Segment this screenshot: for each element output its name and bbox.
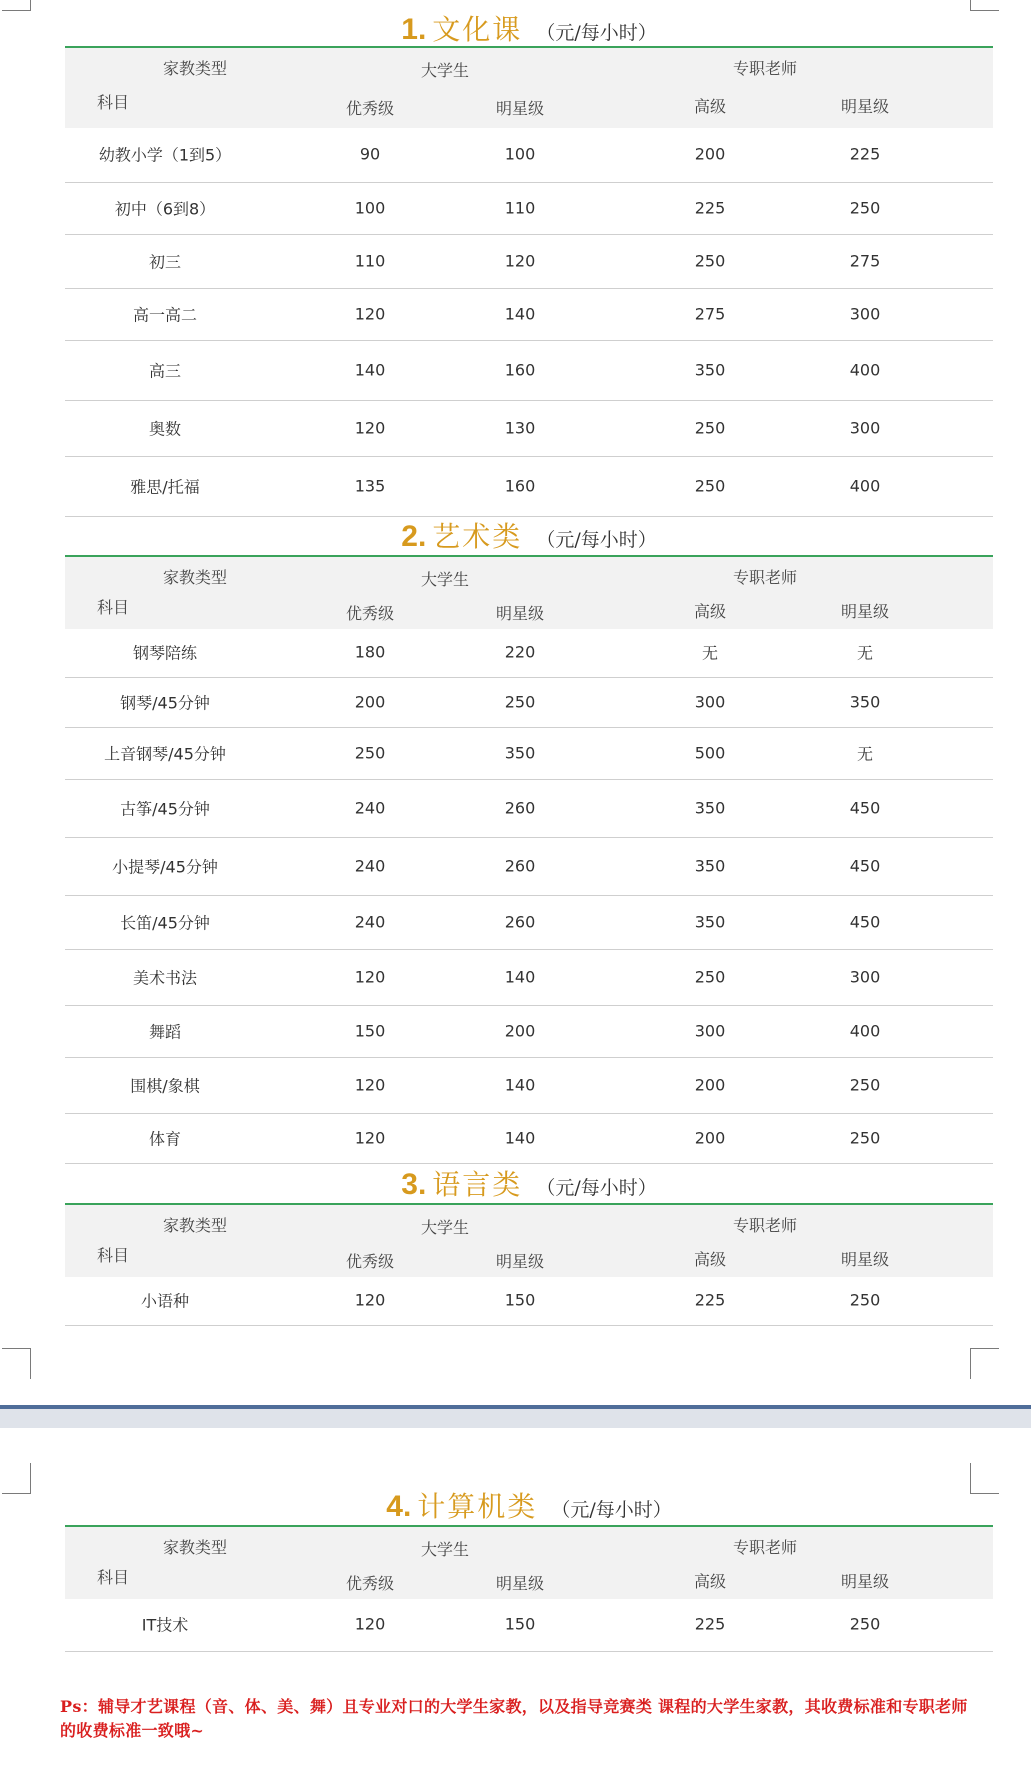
cell-price: 160 bbox=[504, 476, 536, 496]
cell-price: 200 bbox=[694, 1075, 726, 1095]
cell-price: 500 bbox=[694, 743, 726, 763]
header-senior: 高级 bbox=[693, 97, 727, 116]
table-header bbox=[65, 1525, 993, 1599]
cell-price: 110 bbox=[504, 198, 536, 218]
cell-price: 350 bbox=[694, 798, 726, 818]
header-star: 明星级 bbox=[495, 1574, 545, 1593]
table-row bbox=[65, 400, 993, 457]
section-unit: （元/每小时） bbox=[551, 1499, 672, 1521]
table-header bbox=[65, 1203, 993, 1277]
cell-price: 275 bbox=[849, 251, 881, 271]
cell-subject: 美术书法 bbox=[132, 968, 198, 988]
cell-price: 140 bbox=[504, 967, 536, 987]
header-excellent: 优秀级 bbox=[345, 604, 395, 623]
header-senior: 高级 bbox=[693, 602, 727, 621]
cell-price: 350 bbox=[694, 856, 726, 876]
cell-subject: 围棋/象棋 bbox=[130, 1076, 200, 1096]
table-row bbox=[65, 288, 993, 341]
cell-price: 100 bbox=[354, 198, 386, 218]
cell-price: 225 bbox=[694, 1614, 726, 1634]
cell-price: 350 bbox=[694, 360, 726, 380]
cell-price: 450 bbox=[849, 798, 881, 818]
cell-price: 250 bbox=[694, 967, 726, 987]
cell-price: 110 bbox=[354, 251, 386, 271]
cell-price: 120 bbox=[354, 1614, 386, 1634]
cell-price: 275 bbox=[694, 304, 726, 324]
cell-price: 120 bbox=[354, 304, 386, 324]
cell-price: 225 bbox=[849, 144, 881, 164]
table-row bbox=[65, 727, 993, 780]
header-star-pro: 明星级 bbox=[840, 97, 890, 116]
section-title bbox=[65, 515, 993, 555]
table-row bbox=[65, 627, 993, 678]
cell-price: 250 bbox=[694, 418, 726, 438]
cell-price: 220 bbox=[504, 642, 536, 662]
section-title bbox=[65, 1163, 993, 1203]
cell-price: 350 bbox=[849, 692, 881, 712]
section-title bbox=[65, 1485, 993, 1525]
cell-price: 400 bbox=[849, 1021, 881, 1041]
section-number: 3. bbox=[401, 1168, 427, 1201]
cell-price: 200 bbox=[504, 1021, 536, 1041]
table-row bbox=[65, 1005, 993, 1058]
header-college-student: 大学生 bbox=[420, 1218, 470, 1237]
cell-price: 200 bbox=[694, 144, 726, 164]
header-college-student: 大学生 bbox=[420, 61, 470, 80]
cell-price: 240 bbox=[354, 912, 386, 932]
cell-price: 无 bbox=[856, 744, 874, 764]
table-header bbox=[65, 46, 993, 128]
header-star-pro: 明星级 bbox=[840, 1572, 890, 1591]
header-tutor-type: 家教类型 bbox=[162, 568, 228, 587]
cell-price: 无 bbox=[856, 643, 874, 663]
cell-price: 300 bbox=[694, 1021, 726, 1041]
cell-price: 225 bbox=[694, 198, 726, 218]
header-tutor-type: 家教类型 bbox=[162, 59, 228, 78]
cell-price: 250 bbox=[849, 1290, 881, 1310]
cell-subject: 幼教小学（1到5） bbox=[98, 145, 232, 165]
cell-price: 130 bbox=[504, 418, 536, 438]
cell-subject: 舞蹈 bbox=[148, 1022, 182, 1042]
cell-price: 250 bbox=[849, 1128, 881, 1148]
crop-mark bbox=[2, 1348, 31, 1379]
table-row bbox=[65, 949, 993, 1006]
cell-price: 140 bbox=[354, 360, 386, 380]
header-star: 明星级 bbox=[495, 604, 545, 623]
cell-price: 140 bbox=[504, 1128, 536, 1148]
cell-price: 90 bbox=[359, 144, 381, 164]
section-name: 文化课 bbox=[432, 13, 523, 46]
section-name: 计算机类 bbox=[417, 1490, 538, 1523]
cell-price: 180 bbox=[354, 642, 386, 662]
table-row bbox=[65, 837, 993, 896]
table-row bbox=[65, 182, 993, 235]
cell-subject: 小语种 bbox=[140, 1291, 190, 1311]
crop-mark bbox=[2, 1463, 31, 1494]
header-college-student: 大学生 bbox=[420, 570, 470, 589]
header-star: 明星级 bbox=[495, 99, 545, 118]
cell-price: 200 bbox=[694, 1128, 726, 1148]
cell-price: 250 bbox=[849, 1075, 881, 1095]
cell-subject: 小提琴/45分钟 bbox=[112, 857, 218, 877]
cell-price: 250 bbox=[694, 251, 726, 271]
header-subject: 科目 bbox=[96, 93, 130, 112]
header-star-pro: 明星级 bbox=[840, 602, 890, 621]
header-star-pro: 明星级 bbox=[840, 1250, 890, 1269]
table-row bbox=[65, 456, 993, 517]
section-number: 2. bbox=[401, 520, 427, 553]
header-excellent: 优秀级 bbox=[345, 1252, 395, 1271]
cell-price: 260 bbox=[504, 912, 536, 932]
header-excellent: 优秀级 bbox=[345, 99, 395, 118]
table-row bbox=[65, 1597, 993, 1652]
section-number: 1. bbox=[401, 13, 427, 46]
footnote-note: Ps：辅导才艺课程（音、体、美、舞）且专业对口的大学生家教，以及指导竞赛类 课程的大学生家教，其收费标准和专职老师的收费标准一致哦~ bbox=[60, 1697, 968, 1740]
cell-subject: 雅思/托福 bbox=[130, 477, 200, 497]
table-row bbox=[65, 1113, 993, 1164]
section-name: 艺术类 bbox=[432, 520, 523, 553]
cell-price: 300 bbox=[849, 967, 881, 987]
cell-price: 120 bbox=[504, 251, 536, 271]
cell-subject: 奥数 bbox=[148, 419, 182, 439]
cell-price: 240 bbox=[354, 798, 386, 818]
table-row bbox=[65, 340, 993, 401]
header-pro-teacher: 专职老师 bbox=[732, 59, 798, 78]
cell-price: 120 bbox=[354, 1128, 386, 1148]
cell-subject: 高三 bbox=[148, 361, 182, 381]
cell-price: 160 bbox=[504, 360, 536, 380]
table-row bbox=[65, 1275, 993, 1326]
cell-price: 120 bbox=[354, 418, 386, 438]
section-unit: （元/每小时） bbox=[536, 529, 657, 551]
header-senior: 高级 bbox=[693, 1572, 727, 1591]
cell-price: 100 bbox=[504, 144, 536, 164]
cell-subject: 钢琴陪练 bbox=[132, 643, 198, 663]
cell-price: 140 bbox=[504, 304, 536, 324]
header-pro-teacher: 专职老师 bbox=[732, 1216, 798, 1235]
cell-price: 135 bbox=[354, 476, 386, 496]
header-subject: 科目 bbox=[96, 1246, 130, 1265]
cell-subject: 体育 bbox=[148, 1129, 182, 1149]
header-college-student: 大学生 bbox=[420, 1540, 470, 1559]
cell-price: 225 bbox=[694, 1290, 726, 1310]
section-number: 4. bbox=[386, 1490, 412, 1523]
header-excellent: 优秀级 bbox=[345, 1574, 395, 1593]
header-star: 明星级 bbox=[495, 1252, 545, 1271]
crop-mark bbox=[970, 1348, 999, 1379]
cell-price: 无 bbox=[701, 643, 719, 663]
cell-subject: 初三 bbox=[148, 252, 182, 272]
cell-price: 240 bbox=[354, 856, 386, 876]
cell-price: 140 bbox=[504, 1075, 536, 1095]
header-pro-teacher: 专职老师 bbox=[732, 568, 798, 587]
cell-price: 350 bbox=[694, 912, 726, 932]
cell-price: 260 bbox=[504, 856, 536, 876]
cell-price: 250 bbox=[354, 743, 386, 763]
cell-price: 120 bbox=[354, 967, 386, 987]
cell-subject: 初中（6到8） bbox=[114, 199, 216, 219]
crop-mark bbox=[2, 0, 31, 11]
table-header bbox=[65, 555, 993, 629]
cell-price: 400 bbox=[849, 476, 881, 496]
table-row bbox=[65, 234, 993, 289]
cell-price: 300 bbox=[849, 304, 881, 324]
cell-subject: 上音钢琴/45分钟 bbox=[104, 744, 226, 764]
cell-price: 350 bbox=[504, 743, 536, 763]
section-unit: （元/每小时） bbox=[536, 1177, 657, 1199]
page-gap bbox=[0, 1405, 1031, 1428]
cell-price: 250 bbox=[504, 692, 536, 712]
cell-price: 300 bbox=[694, 692, 726, 712]
cell-price: 120 bbox=[354, 1075, 386, 1095]
section-title bbox=[65, 8, 993, 48]
cell-subject: 古筝/45分钟 bbox=[120, 799, 210, 819]
cell-price: 150 bbox=[354, 1021, 386, 1041]
cell-price: 450 bbox=[849, 912, 881, 932]
table-row bbox=[65, 126, 993, 183]
cell-price: 260 bbox=[504, 798, 536, 818]
cell-price: 300 bbox=[849, 418, 881, 438]
cell-price: 150 bbox=[504, 1614, 536, 1634]
cell-price: 250 bbox=[694, 476, 726, 496]
cell-price: 250 bbox=[849, 198, 881, 218]
cell-subject: IT技术 bbox=[141, 1615, 189, 1635]
cell-price: 150 bbox=[504, 1290, 536, 1310]
header-subject: 科目 bbox=[96, 598, 130, 617]
cell-price: 200 bbox=[354, 692, 386, 712]
table-row bbox=[65, 677, 993, 728]
cell-price: 120 bbox=[354, 1290, 386, 1310]
header-tutor-type: 家教类型 bbox=[162, 1538, 228, 1557]
header-tutor-type: 家教类型 bbox=[162, 1216, 228, 1235]
section-unit: （元/每小时） bbox=[536, 22, 657, 44]
table-row bbox=[65, 895, 993, 950]
cell-price: 250 bbox=[849, 1614, 881, 1634]
table-row bbox=[65, 779, 993, 838]
cell-price: 450 bbox=[849, 856, 881, 876]
section-name: 语言类 bbox=[432, 1168, 523, 1201]
cell-subject: 高一高二 bbox=[132, 305, 198, 325]
cell-subject: 钢琴/45分钟 bbox=[120, 693, 210, 713]
header-pro-teacher: 专职老师 bbox=[732, 1538, 798, 1557]
table-row bbox=[65, 1057, 993, 1114]
header-subject: 科目 bbox=[96, 1568, 130, 1587]
cell-price: 400 bbox=[849, 360, 881, 380]
cell-subject: 长笛/45分钟 bbox=[120, 913, 210, 933]
header-senior: 高级 bbox=[693, 1250, 727, 1269]
